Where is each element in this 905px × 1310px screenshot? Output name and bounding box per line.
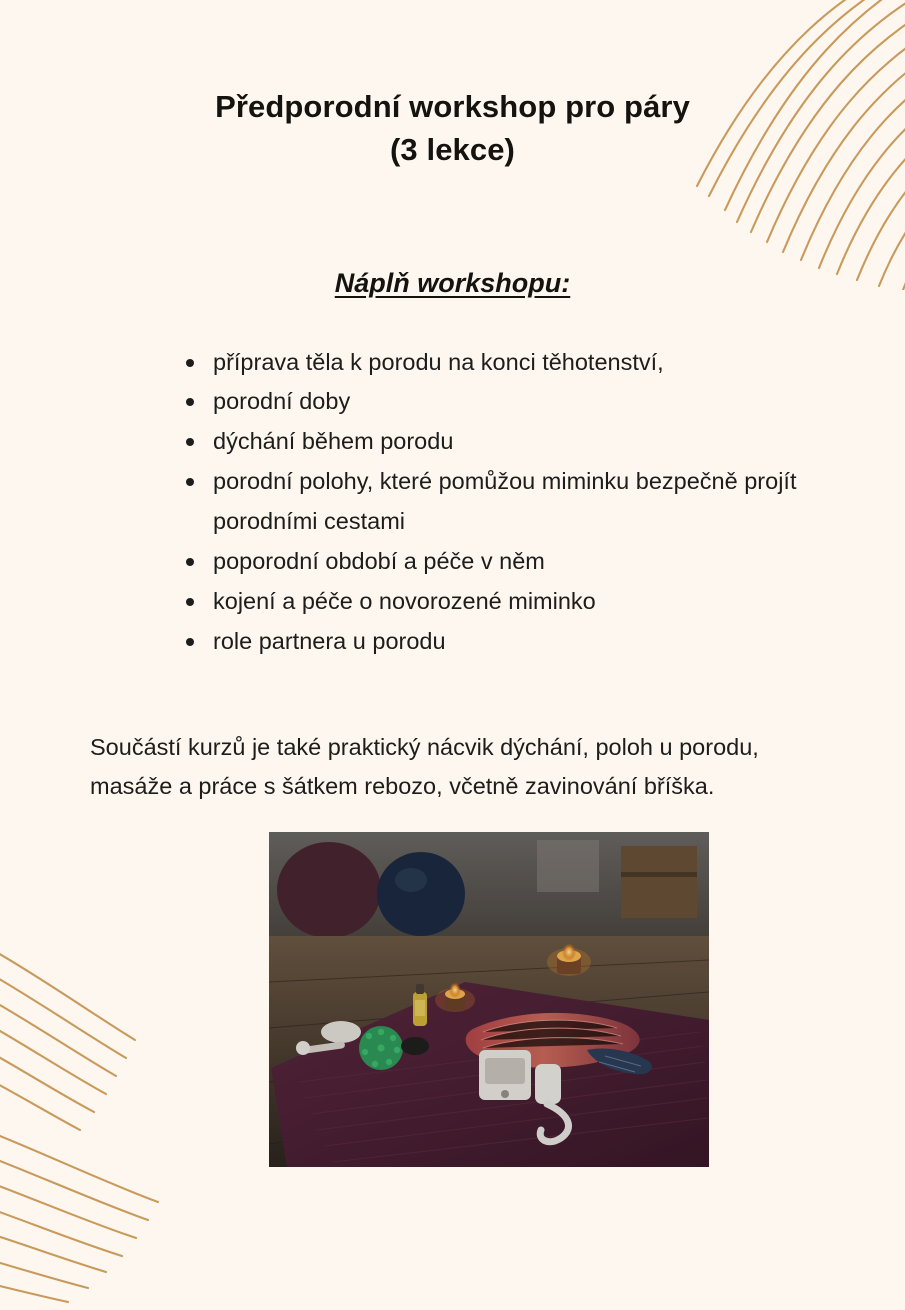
list-item: poporodní období a péče v něm [186,542,827,582]
page-title-line-1: Předporodní workshop pro páry [215,89,690,124]
page-title-line-2: (3 lekce) [390,131,515,167]
list-item: dýchání během porodu [186,422,827,462]
list-item: příprava těla k porodu na konci těhotenství, [186,343,827,383]
page-title [78,86,827,172]
workshop-content-list [78,343,827,663]
list-item: kojení a péče o novorozené miminko [186,582,827,622]
list-item: role partnera u porodu [186,622,827,662]
section-heading: Náplň workshopu: [334,267,571,298]
list-item: porodní polohy, které pomůžou miminku bezpečně projít porodními cestami [186,462,827,542]
photo-wrapper [78,832,827,1167]
workshop-photo [269,832,709,1167]
section-heading-wrapper [78,268,827,299]
body-paragraph: Součástí kurzů je také praktický nácvik dýchání, poloh u porodu, masáže a práce s šátkem rebozo, včetně zavinování bříška. [90,734,759,800]
list-item: porodní doby [186,382,827,422]
